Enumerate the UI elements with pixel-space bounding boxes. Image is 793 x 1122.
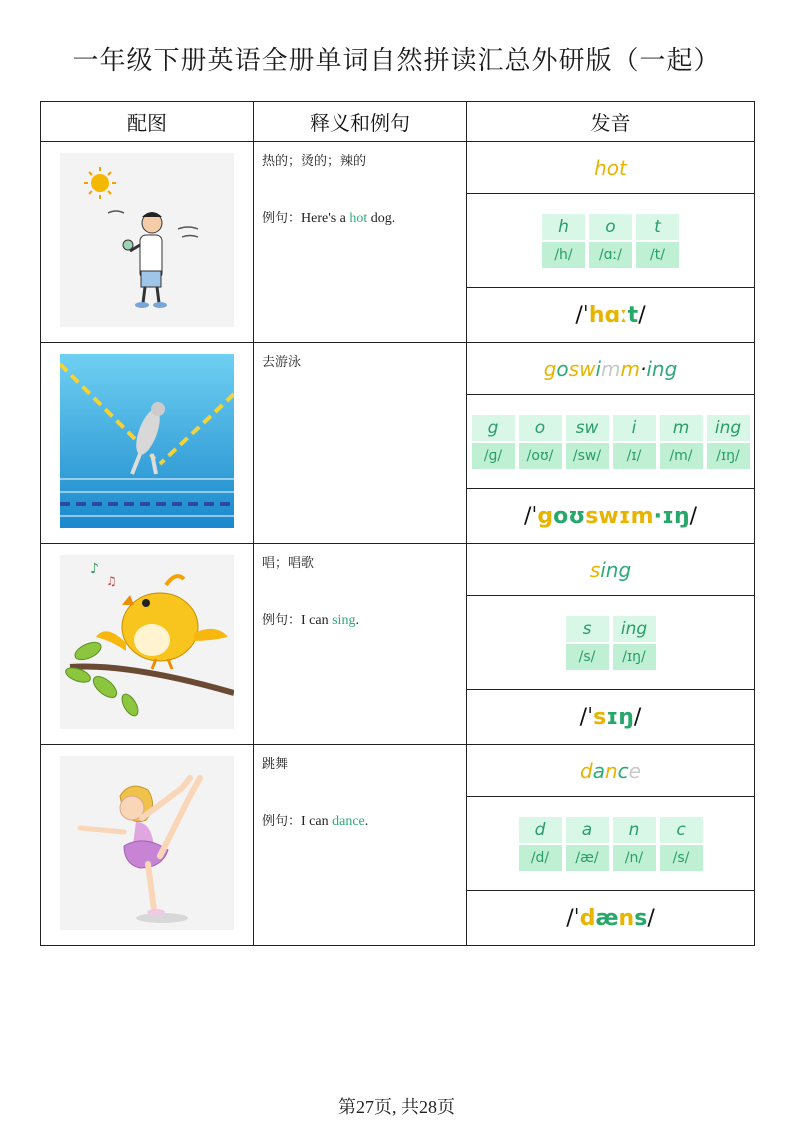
ipa-part: æ	[595, 905, 619, 931]
tile-letters: c	[660, 817, 703, 843]
colored-word	[467, 142, 754, 194]
example-after: .	[355, 613, 359, 628]
example-after: .	[364, 814, 369, 829]
phonics-tile	[566, 415, 609, 469]
ipa-open: /ˈ	[575, 302, 589, 328]
word-part: s	[589, 557, 601, 582]
tile-phoneme: /oʊ/	[519, 443, 562, 469]
tile-letters: s	[566, 616, 609, 642]
example-highlight-word: sing	[332, 613, 356, 628]
tile-letters: o	[589, 214, 632, 240]
ipa-part: oʊ	[553, 503, 586, 529]
phonics-tiles	[467, 797, 754, 891]
word-part: i	[595, 356, 602, 381]
tile-letters: o	[519, 415, 562, 441]
ipa-close: /	[647, 905, 655, 931]
word-part: a	[592, 758, 605, 783]
phonics-tile	[542, 214, 585, 268]
meaning-text: 热的；烫的；辣的	[262, 154, 367, 169]
tile-phoneme: /m/	[660, 443, 703, 469]
word-part: d	[580, 758, 593, 783]
ipa-part: swɪm	[585, 503, 654, 529]
ipa-part: s	[593, 704, 607, 730]
phonics-tile	[566, 817, 609, 871]
tile-letters: a	[566, 817, 609, 843]
picture-cell	[41, 745, 254, 946]
word-part: m	[620, 356, 640, 381]
ipa-part: n	[618, 905, 635, 931]
picture-cell	[41, 544, 254, 745]
tile-letters: h	[542, 214, 585, 240]
ipa-transcription	[467, 288, 754, 342]
ipa-transcription	[467, 489, 754, 543]
ipa-transcription	[467, 891, 754, 945]
svg-text:♫: ♫	[106, 574, 117, 588]
phonics-tile	[589, 214, 632, 268]
tile-phoneme: /d/	[519, 845, 562, 871]
example-before: Here's a	[301, 211, 350, 226]
pronunciation-cell	[467, 343, 755, 544]
word-part: c	[617, 758, 629, 783]
pronunciation-cell	[467, 745, 755, 946]
word-part: ·	[639, 356, 647, 381]
tile-phoneme: /sw/	[566, 443, 609, 469]
tile-letters: n	[613, 817, 656, 843]
phonics-tile	[472, 415, 515, 469]
phonics-tiles	[467, 194, 754, 288]
word-part: hot	[594, 155, 627, 180]
word-part: ing	[646, 356, 678, 381]
colored-word	[467, 343, 754, 395]
word-part: o	[556, 356, 569, 381]
table-row	[41, 544, 755, 745]
tile-letters: d	[519, 817, 562, 843]
meaning-cell	[254, 745, 467, 946]
word-part: ing	[600, 557, 632, 582]
word-part: sw	[568, 356, 596, 381]
header-picture: 配图	[41, 102, 254, 142]
phonics-tile	[566, 616, 609, 670]
phonics-tile	[660, 415, 703, 469]
example-highlight-word: hot	[349, 211, 368, 226]
ipa-part: ɪŋ	[606, 704, 634, 730]
meaning-cell	[254, 544, 467, 745]
ipa-transcription	[467, 690, 754, 744]
example-sentence	[262, 609, 458, 629]
ipa-open: /ˈ	[566, 905, 580, 931]
header-pronunciation: 发音	[467, 102, 755, 142]
meaning-text: 唱；唱歌	[262, 556, 315, 571]
table-row	[41, 745, 755, 946]
page-title: 一年级下册英语全册单词自然拼读汇总外研版（一起）	[72, 46, 721, 76]
tile-letters: m	[660, 415, 703, 441]
table-header-row	[41, 102, 755, 142]
example-sentence	[262, 207, 458, 227]
page-footer: 第27页, 共28页	[338, 1097, 455, 1117]
ipa-close: /	[633, 704, 642, 730]
table-row	[41, 142, 755, 343]
ipa-close: /	[638, 302, 646, 328]
meaning-cell	[254, 343, 467, 544]
ipa-part: ·ɪŋ	[653, 503, 690, 529]
pronunciation-cell	[467, 544, 755, 745]
colored-word	[467, 745, 754, 797]
example-sentence	[262, 810, 458, 830]
tile-phoneme: /ɪŋ/	[613, 644, 656, 670]
swimming-pool-swimmer-photo	[60, 354, 234, 528]
pronunciation-cell	[467, 142, 755, 343]
phonics-tile	[519, 415, 562, 469]
example-prefix: 例句：	[262, 211, 302, 226]
tile-phoneme: /ɑː/	[589, 242, 632, 268]
phonics-tile	[707, 415, 750, 469]
example-highlight-word: dance	[332, 814, 365, 829]
tile-letters: t	[636, 214, 679, 240]
ipa-part: t	[627, 302, 639, 328]
tile-phoneme: /s/	[660, 845, 703, 871]
phonics-tiles	[467, 596, 754, 690]
tile-phoneme: /ɡ/	[472, 443, 515, 469]
picture-cell	[41, 142, 254, 343]
table-row	[41, 343, 755, 544]
tile-letters: ing	[613, 616, 656, 642]
hot-man-with-sun-illustration	[60, 153, 234, 327]
word-part: e	[628, 758, 641, 783]
header-meaning: 释义和例句	[254, 102, 467, 142]
tile-letters: ing	[707, 415, 750, 441]
example-prefix: 例句：	[262, 613, 302, 628]
phonics-tile	[660, 817, 703, 871]
ipa-open: /ˈ	[523, 503, 538, 529]
example-prefix: 例句：	[262, 814, 302, 829]
meaning-text: 去游泳	[262, 355, 302, 370]
meaning-text: 跳舞	[262, 757, 289, 772]
vocabulary-table	[40, 101, 755, 946]
ipa-part: g	[537, 503, 554, 529]
colored-word	[467, 544, 754, 596]
phonics-tile	[613, 415, 656, 469]
tile-phoneme: /ɪ/	[613, 443, 656, 469]
svg-text:♪: ♪	[90, 561, 99, 577]
picture-cell	[41, 343, 254, 544]
tile-phoneme: /n/	[613, 845, 656, 871]
meaning-cell	[254, 142, 467, 343]
phonics-tiles	[467, 395, 754, 489]
tile-letters: sw	[566, 415, 609, 441]
tile-phoneme: /h/	[542, 242, 585, 268]
dancing-girl-illustration	[60, 756, 234, 930]
example-before: I can	[301, 814, 333, 829]
ipa-part: hɑː	[588, 302, 628, 328]
tile-phoneme: /t/	[636, 242, 679, 268]
tile-letters: i	[613, 415, 656, 441]
phonics-tile	[613, 817, 656, 871]
ipa-part: s	[634, 905, 648, 931]
phonics-tile	[636, 214, 679, 268]
example-before: I can	[301, 613, 333, 628]
ipa-open: /ˈ	[579, 704, 594, 730]
word-part: n	[604, 758, 618, 783]
ipa-part: d	[579, 905, 596, 931]
phonics-tile	[613, 616, 656, 670]
tile-phoneme: /s/	[566, 644, 609, 670]
tile-phoneme: /ɪŋ/	[707, 443, 750, 469]
ipa-close: /	[689, 503, 698, 529]
word-part: g	[543, 356, 557, 381]
word-part: m	[601, 356, 621, 381]
singing-bird-on-branch-illustration	[60, 555, 234, 729]
example-after: dog.	[367, 211, 396, 226]
tile-phoneme: /æ/	[566, 845, 609, 871]
tile-letters: g	[472, 415, 515, 441]
phonics-tile	[519, 817, 562, 871]
